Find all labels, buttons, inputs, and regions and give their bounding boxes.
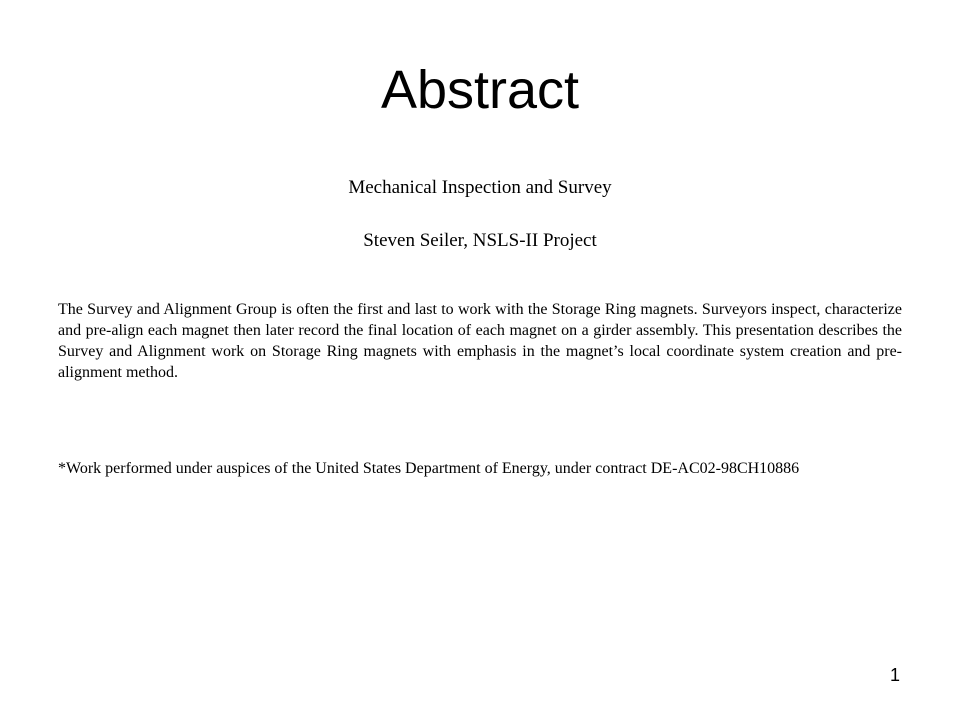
author-line: Steven Seiler, NSLS-II Project bbox=[363, 230, 597, 251]
page-number: 1 bbox=[889, 665, 900, 685]
abstract-paragraph: The Survey and Alignment Group is often the first and last to work with the Storage Ring magnets. Surveyors inspect, characterize and pre-align each magnet then later record the final location of each magnet on a girder assembly. This presentation describes the Survey and Alignment work on Storage Ring magnets with emphasis in the magnet’s local coordinate system creation and pre-alignment method. bbox=[58, 301, 902, 381]
talk-title: Mechanical Inspection and Survey bbox=[348, 177, 612, 198]
funding-footnote: *Work performed under auspices of the United States Department of Energy, under contract DE-AC02-98CH10886 bbox=[58, 460, 800, 477]
slide-title: Abstract bbox=[380, 60, 580, 120]
